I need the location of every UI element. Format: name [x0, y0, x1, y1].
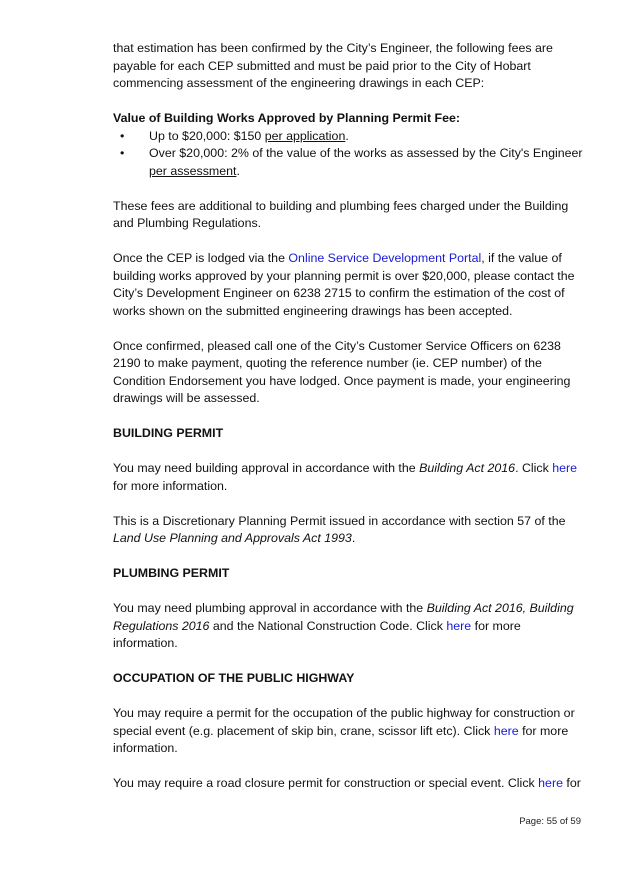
fee-item-underlined: per application — [264, 128, 346, 143]
cep-lodge-text: Once the CEP is lodged via the — [113, 251, 289, 265]
plumbing-text: You may need plumbing approval in accordance with the — [113, 601, 427, 615]
additional-fees-paragraph: These fees are additional to building and plumbing fees charged under the Building and Plumbing Regulations. — [113, 198, 569, 230]
building-permit-heading: BUILDING PERMIT — [113, 426, 224, 440]
plumbing-text-mid: and the National Construction Code. Click — [209, 618, 447, 633]
highway-here-link[interactable]: here — [493, 723, 519, 738]
plumbing-act-title: Building Act 2016 — [426, 601, 523, 615]
online-portal-link[interactable]: Online Service Development Portal — [288, 251, 482, 265]
bullet-icon: • — [120, 128, 125, 143]
cep-lodge-paragraph — [113, 250, 585, 320]
fee-item-underlined: per assessment — [149, 163, 237, 178]
fee-heading: Value of Building Works Approved by Planning Permit Fee: — [113, 111, 460, 125]
highway-text-end: for more information. — [113, 723, 569, 755]
discretionary-text: This is a Discretionary Planning Permit issued in accordance with section 57 of the — [113, 513, 566, 528]
plumbing-approval-paragraph — [113, 600, 585, 653]
bullet-icon: • — [120, 146, 125, 160]
highway-text: You may require a permit for the occupation of the public highway for construction or special event (e.g. placement of skip bin, crane, scissor lift etc). Click — [113, 706, 575, 738]
fee-item-text: Up to $20,000: $150 — [149, 128, 265, 143]
discretionary-text-end: . — [351, 531, 356, 545]
discretionary-permit-paragraph — [113, 513, 585, 548]
road-closure-paragraph — [113, 775, 585, 793]
page-number: Page: 55 of 59 — [519, 816, 581, 827]
building-text: You may need building approval in accordance with the — [113, 461, 420, 475]
fee-item-up-to-20000 — [113, 128, 585, 146]
plumbing-separator: , — [522, 601, 530, 615]
road-closure-text-end: for — [562, 776, 581, 790]
intro-paragraph: that estimation has been confirmed by the City’s Engineer, the following fees are payable for each CEP submitted and must be paid prior to the City of Hobart commencing assessment of the engineering drawings in each CEP: — [113, 41, 553, 90]
payment-paragraph: Once confirmed, pleased call one of the City’s Customer Service Officers on 6238 2190 to make payment, quoting the reference number (ie. CEP number) of the Condition Endorsement you have lodged. Once payment is made, your engineering drawings will be assessed. — [113, 338, 571, 405]
road-closure-here-link[interactable]: here — [538, 776, 563, 790]
plumbing-text-end: for more information. — [113, 618, 521, 650]
highway-permit-paragraph — [113, 705, 585, 758]
plumbing-permit-heading: PLUMBING PERMIT — [113, 566, 230, 580]
building-text-mid: . Click — [515, 461, 553, 475]
cep-lodge-text-cont: , if the value of building works approved by your planning permit is over $20,000, please contact the City’s Development Engineer on 6238 2715 to confirm the estimation of the cost of works shown on the submitted engineering drawings has been accepted. — [113, 251, 575, 318]
building-approval-paragraph — [113, 460, 585, 495]
road-closure-text: You may require a road closure permit for construction or special event. Click — [113, 776, 539, 790]
building-act-title: Building Act 2016 — [419, 461, 516, 475]
building-regulations-title: Building Regulations 2016 — [113, 601, 574, 633]
fee-item-over-20000 — [113, 145, 585, 180]
building-text-end: for more information. — [113, 478, 228, 493]
plumbing-here-link[interactable]: here — [446, 618, 472, 633]
fee-list — [113, 128, 585, 181]
fee-item-end: . — [236, 163, 240, 178]
building-here-link[interactable]: here — [552, 461, 578, 475]
document-body — [113, 40, 585, 793]
fee-item-end: . — [345, 128, 349, 143]
public-highway-heading: OCCUPATION OF THE PUBLIC HIGHWAY — [113, 671, 355, 685]
land-use-act-title: Land Use Planning and Approvals Act 1993 — [113, 531, 352, 545]
fee-item-text: Over $20,000: 2% of the value of the works as assessed by the City's Engineer — [149, 146, 583, 160]
